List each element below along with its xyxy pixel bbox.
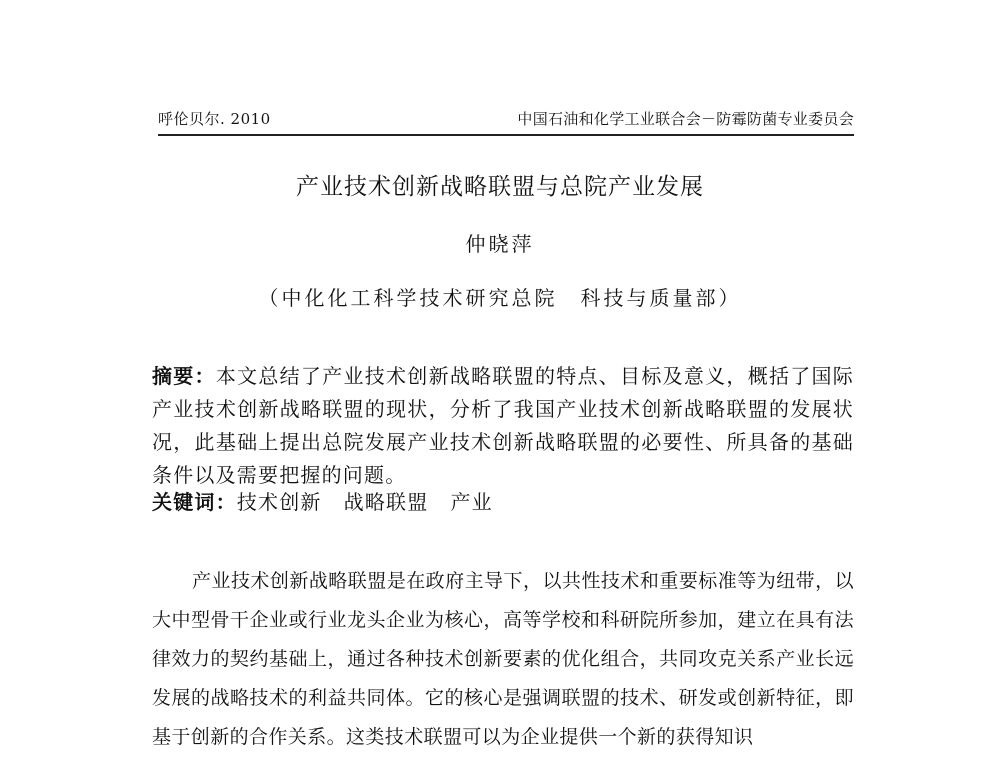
body-paragraph: 产业技术创新战略联盟是在政府主导下，以共性技术和重要标准等为纽带，以大中型骨干企业或行业龙头企业为核心，高等学校和科研院所参加，建立在具有法律效力的契约基础上，通过各种技术创新要素的优化组合，共同攻克关系产业长远发展的战略技术的利益共同体。它的核心是强调联盟的技术、研发或创新特征，即基于创新的合作关系。这类技术联盟可以为企业提供一个新的获得知识 <box>152 570 854 748</box>
header-location-year: 呼伦贝尔. 2010 <box>158 110 271 128</box>
keyword-item: 产业 <box>450 490 493 514</box>
running-header <box>158 106 854 136</box>
author-name: 仲晓萍 <box>465 232 535 256</box>
header-organization: 中国石油和化学工业联合会－防霉防菌专业委员会 <box>517 110 854 128</box>
abstract-text: 本文总结了产业技术创新战略联盟的特点、目标及意义，概括了国际产业技术创新战略联盟的现状，分析了我国产业技术创新战略联盟的发展状况，此基础上提出总院发展产业技术创新战略联盟的必要性、所具备的基础条件以及需要把握的问题。 <box>152 364 854 487</box>
keywords-label: 关键词： <box>152 490 237 514</box>
abstract-label: 摘要： <box>152 364 216 388</box>
abstract-block <box>152 360 854 492</box>
keyword-item: 技术创新 <box>236 490 322 514</box>
author-affiliation: （中化化工科学技术研究总院 科技与质量部） <box>258 286 742 310</box>
keywords-block <box>152 486 854 519</box>
paper-title: 产业技术创新战略联盟与总院产业发展 <box>296 174 704 200</box>
keyword-item: 战略联盟 <box>343 490 429 514</box>
